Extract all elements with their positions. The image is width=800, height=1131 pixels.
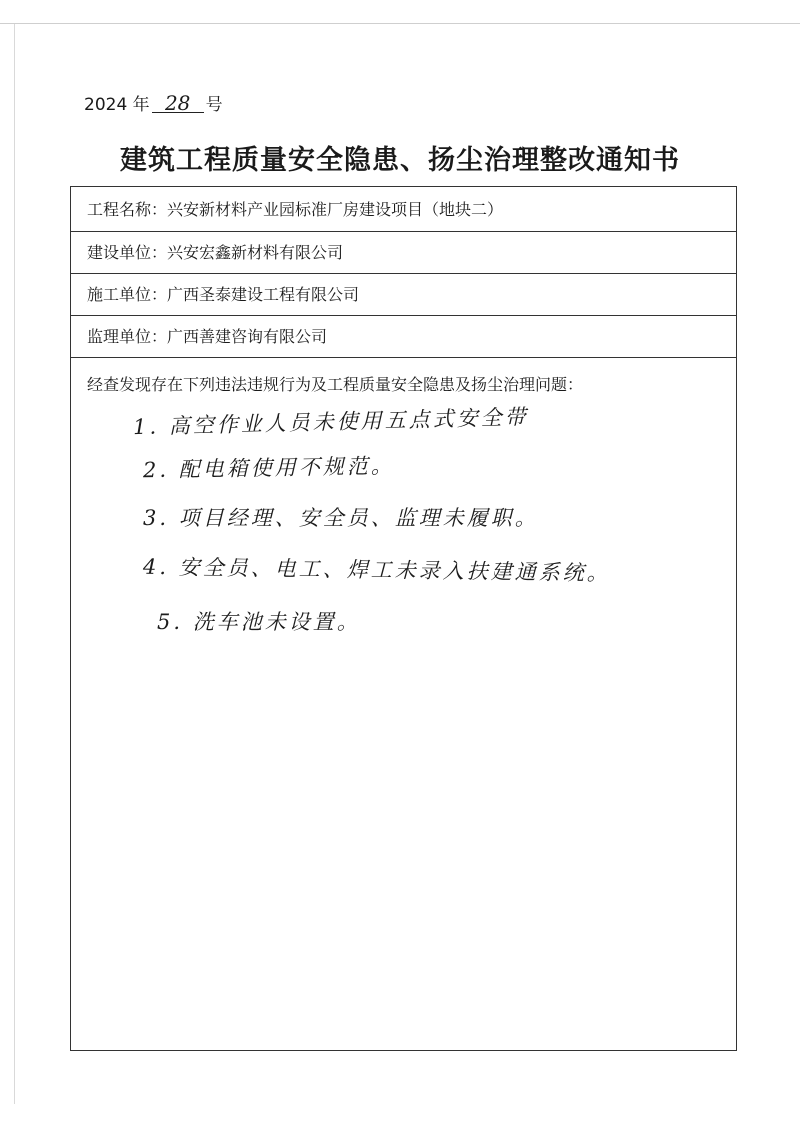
issue-item: 3. 项目经理、安全员、监理未履职。 <box>143 506 539 530</box>
issue-item: 1. 高空作业人员未使用五点式安全带 <box>132 404 529 440</box>
scan-edge-left <box>14 24 15 1104</box>
notice-number: 28 <box>152 94 204 113</box>
scan-edge-top <box>0 23 800 24</box>
issue-item: 2. 配电箱使用不规范。 <box>142 453 395 483</box>
project-name-row: 工程名称：兴安新材料产业园标准厂房建设项目（地块二） <box>71 187 736 232</box>
document-title: 建筑工程质量安全隐患、扬尘治理整改通知书 <box>120 145 680 176</box>
issue-item: 4. 安全员、电工、焊工未录入扶建通系统。 <box>142 554 611 586</box>
notice-form-table <box>70 186 737 1051</box>
issues-heading: 经查发现存在下列违法违规行为及工程质量安全隐患及扬尘治理问题： <box>87 375 584 394</box>
number-suffix: 号 <box>205 95 223 115</box>
year-label: 2024 年 <box>84 95 150 115</box>
issue-item: 5. 洗车池未设置。 <box>157 610 361 634</box>
supervisor-row: 监理单位：广西善建咨询有限公司 <box>71 316 736 358</box>
document-number <box>84 90 223 115</box>
issues-section <box>71 358 736 1048</box>
contractor-row: 施工单位：广西圣泰建设工程有限公司 <box>71 274 736 316</box>
builder-row: 建设单位：兴安宏鑫新材料有限公司 <box>71 232 736 274</box>
